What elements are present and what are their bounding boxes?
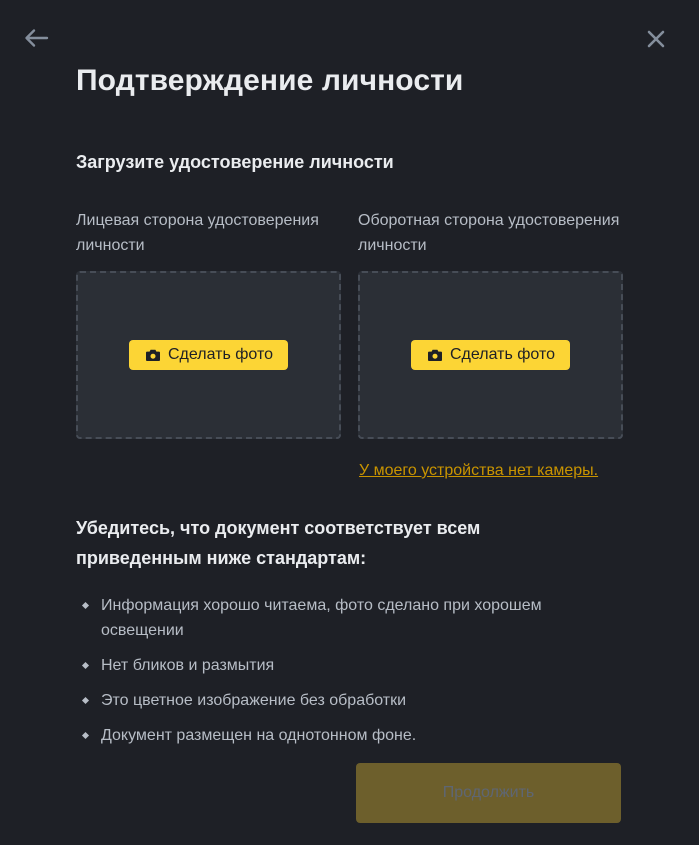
back-side-label: Оборотная сторона удостоверения личности: [358, 212, 620, 254]
list-item: [76, 723, 606, 748]
arrow-left-icon: [23, 28, 49, 48]
camera-icon: [146, 349, 160, 361]
list-item-text: Это цветное изображение без обработки: [101, 692, 407, 709]
front-take-photo-label: Сделать фото: [167, 346, 273, 363]
continue-button[interactable]: Продолжить: [356, 763, 621, 823]
back-button[interactable]: [22, 26, 50, 50]
back-side-dropzone[interactable]: [358, 271, 623, 439]
standards-list: [76, 593, 606, 748]
list-item: [76, 688, 606, 713]
front-side-label: Лицевая сторона удостоверения личности: [76, 212, 319, 254]
front-take-photo-button[interactable]: [129, 340, 288, 370]
back-take-photo-label: Сделать фото: [449, 346, 555, 363]
list-item-text: Нет бликов и размытия: [101, 657, 275, 674]
camera-icon: [428, 349, 442, 361]
close-button[interactable]: [643, 26, 669, 52]
list-item: [76, 653, 606, 678]
diamond-bullet-icon: [82, 602, 89, 609]
list-item: [76, 593, 606, 643]
list-item-text: Документ размещен на однотонном фоне.: [101, 727, 417, 744]
list-item-text: Информация хорошо читаема, фото сделано при хорошем освещении: [101, 597, 542, 639]
no-camera-link[interactable]: У моего устройства нет камеры.: [359, 462, 599, 479]
back-take-photo-button[interactable]: [411, 340, 570, 370]
diamond-bullet-icon: [82, 662, 89, 669]
page-title: Подтверждение личности: [76, 64, 464, 97]
upload-section-title: Загрузите удостоверение личности: [76, 152, 394, 172]
back-side-upload: [358, 208, 624, 439]
diamond-bullet-icon: [82, 732, 89, 739]
close-icon: [646, 29, 666, 49]
front-side-upload: [76, 208, 342, 439]
front-side-dropzone[interactable]: [76, 271, 341, 439]
diamond-bullet-icon: [82, 697, 89, 704]
standards-title: Убедитесь, что документ соответствует всем приведенным ниже стандартам:: [76, 518, 481, 568]
